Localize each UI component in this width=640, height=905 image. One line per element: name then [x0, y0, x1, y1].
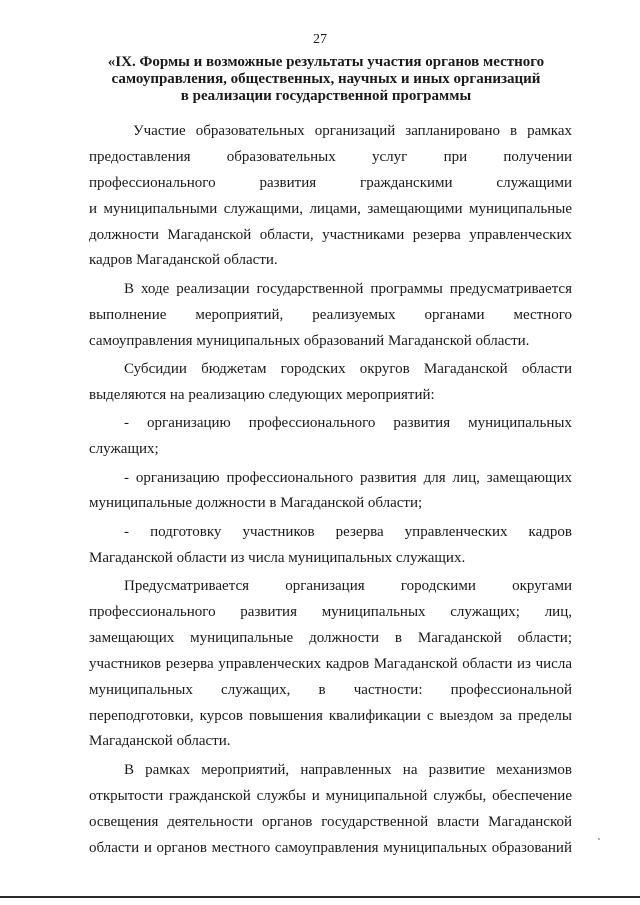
text-line: кадров Магаданской области. — [89, 252, 278, 269]
text-line: - организацию профессионального развития для лиц, замещающих — [124, 469, 572, 486]
page-bottom-edge — [0, 896, 640, 898]
text-line: служащих; — [89, 441, 159, 458]
text-line: - подготовку участников резерва управленческих кадров — [124, 523, 572, 540]
heading-line-3: в реализации государственной программы — [180, 88, 472, 104]
text-line: Предусматривается организация городскими округами — [124, 578, 572, 595]
heading-line-2: самоуправления, общественных, научных и иных организаций — [111, 71, 541, 87]
paragraph — [89, 520, 572, 572]
text-line: муниципальных служащих, в частности: профессиональной — [89, 681, 572, 698]
text-line: освещения деятельности органов государственной власти Магаданской — [89, 813, 572, 830]
paragraph — [89, 466, 572, 518]
paragraph — [89, 357, 572, 409]
text-line: самоуправления муниципальных образований Магаданской области. — [89, 332, 530, 349]
text-line: замещающих муниципальные должности в Магаданской области; — [89, 629, 572, 646]
text-line: профессионального развития гражданскими служащими — [89, 174, 572, 191]
text-line: переподготовки, курсов повышения квалификации с выездом за пределы — [89, 707, 572, 724]
text-line: должности Магаданской области, участниками резерва управленческих — [89, 226, 572, 243]
text-line: В ходе реализации государственной программы предусматривается — [124, 280, 572, 297]
text-line: Субсидии бюджетам городских округов Магаданской области — [124, 361, 572, 378]
paragraph — [89, 277, 572, 355]
heading-line-1: «IX. Формы и возможные результаты участия органов местного — [107, 54, 545, 70]
text-line: Магаданской области. — [89, 733, 231, 750]
text-line: выполнение мероприятий, реализуемых органами местного — [89, 306, 572, 323]
paragraph — [89, 411, 572, 463]
text-line: В рамках мероприятий, направленных на развитие механизмов — [124, 761, 572, 778]
paragraph — [89, 119, 572, 274]
text-line: предоставления образовательных услуг при получении — [89, 148, 572, 165]
text-line: муниципальные должности в Магаданской области; — [89, 495, 423, 512]
paragraph — [89, 574, 572, 755]
text-line: открытости гражданской службы и муниципальной службы, обеспечение — [89, 787, 572, 804]
text-line: - организацию профессионального развития муниципальных — [124, 415, 572, 432]
text-line: и муниципальными служащими, лицами, замещающими муниципальные — [89, 200, 572, 217]
paragraph — [89, 758, 572, 862]
text-line: области и органов местного самоуправления муниципальных образований — [89, 839, 572, 856]
scan-speck — [598, 838, 600, 840]
text-line: профессионального развития муниципальных служащих; лиц, — [89, 604, 572, 621]
text-line: участников резерва управленческих кадров Магаданской области из числа — [89, 655, 572, 672]
text-line: выделяются на реализацию следующих мероприятий: — [89, 386, 435, 403]
page-number: 27 — [313, 32, 327, 47]
document-body — [89, 119, 572, 864]
text-line: Участие образовательных организаций запланировано в рамках — [133, 123, 572, 139]
text-line: Магаданской области из числа муниципальных служащих. — [89, 549, 466, 566]
section-heading — [80, 54, 572, 105]
